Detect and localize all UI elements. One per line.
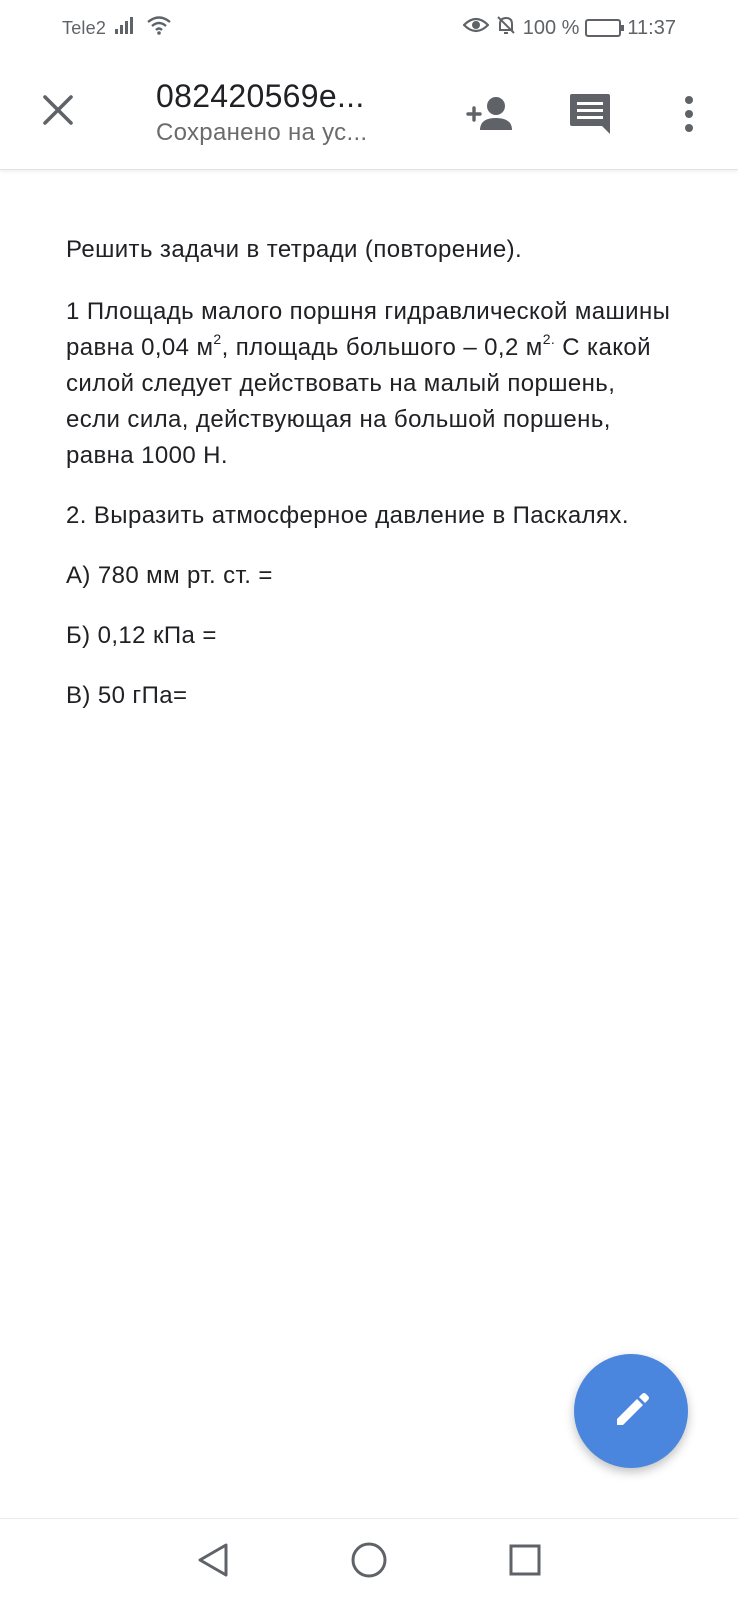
comment-icon: [568, 92, 612, 136]
close-icon: [41, 93, 75, 127]
document-titles: [156, 78, 436, 147]
app-bar: [0, 56, 738, 170]
wifi-icon: [146, 14, 172, 42]
document-body[interactable]: [66, 232, 676, 738]
battery-icon: [585, 19, 621, 37]
more-vert-icon: [682, 94, 696, 134]
clock: 11:37: [627, 16, 676, 39]
battery-percent: 100 %: [522, 16, 580, 39]
task-2-item-c: В) 50 гПа=: [66, 682, 188, 709]
comments-button[interactable]: [562, 86, 618, 142]
task-1-text-b: , площадь большого – 0,2 м: [221, 334, 543, 361]
back-icon: [196, 1542, 230, 1578]
edit-fab[interactable]: [574, 1354, 688, 1468]
home-icon: [350, 1541, 388, 1579]
close-button[interactable]: [34, 86, 82, 134]
task-1-sup-a: 2: [213, 331, 222, 347]
share-button[interactable]: [462, 86, 518, 142]
pencil-icon: [611, 1391, 651, 1431]
task-2-item-a: А) 780 мм рт. ст. =: [66, 562, 273, 589]
document-heading: Решить задачи в тетради (повторение).: [66, 236, 523, 263]
status-bar: [0, 0, 738, 56]
task-2-item-b: Б) 0,12 кПа =: [66, 622, 217, 649]
home-button[interactable]: [347, 1538, 391, 1582]
document-title: 082420569e...: [156, 78, 365, 114]
task-1: [66, 294, 676, 474]
eye-icon: [463, 15, 489, 41]
task-1-text-a: 1 Площадь малого поршня гидравлической машины равна 0,04 м: [66, 298, 671, 361]
system-nav-bar: [0, 1518, 738, 1600]
recents-icon: [508, 1543, 542, 1577]
carrier-name: Tele2: [62, 17, 107, 38]
task-1-text-c: С какой силой следует действовать на малый поршень, если сила, действующая на большой поршень, равна 1000 Н.: [66, 334, 651, 469]
status-left: [62, 14, 172, 42]
task-1-sup-b: 2.: [542, 331, 556, 347]
status-right: [463, 14, 676, 42]
more-options-button[interactable]: [661, 86, 717, 142]
signal-icon: [114, 15, 138, 41]
task-2: 2. Выразить атмосферное давление в Паскалях.: [66, 502, 629, 529]
add-person-icon: [464, 94, 516, 134]
save-status: Сохранено на ус...: [156, 119, 368, 146]
bell-off-icon: [495, 14, 517, 42]
recents-button[interactable]: [503, 1538, 547, 1582]
back-button[interactable]: [191, 1538, 235, 1582]
